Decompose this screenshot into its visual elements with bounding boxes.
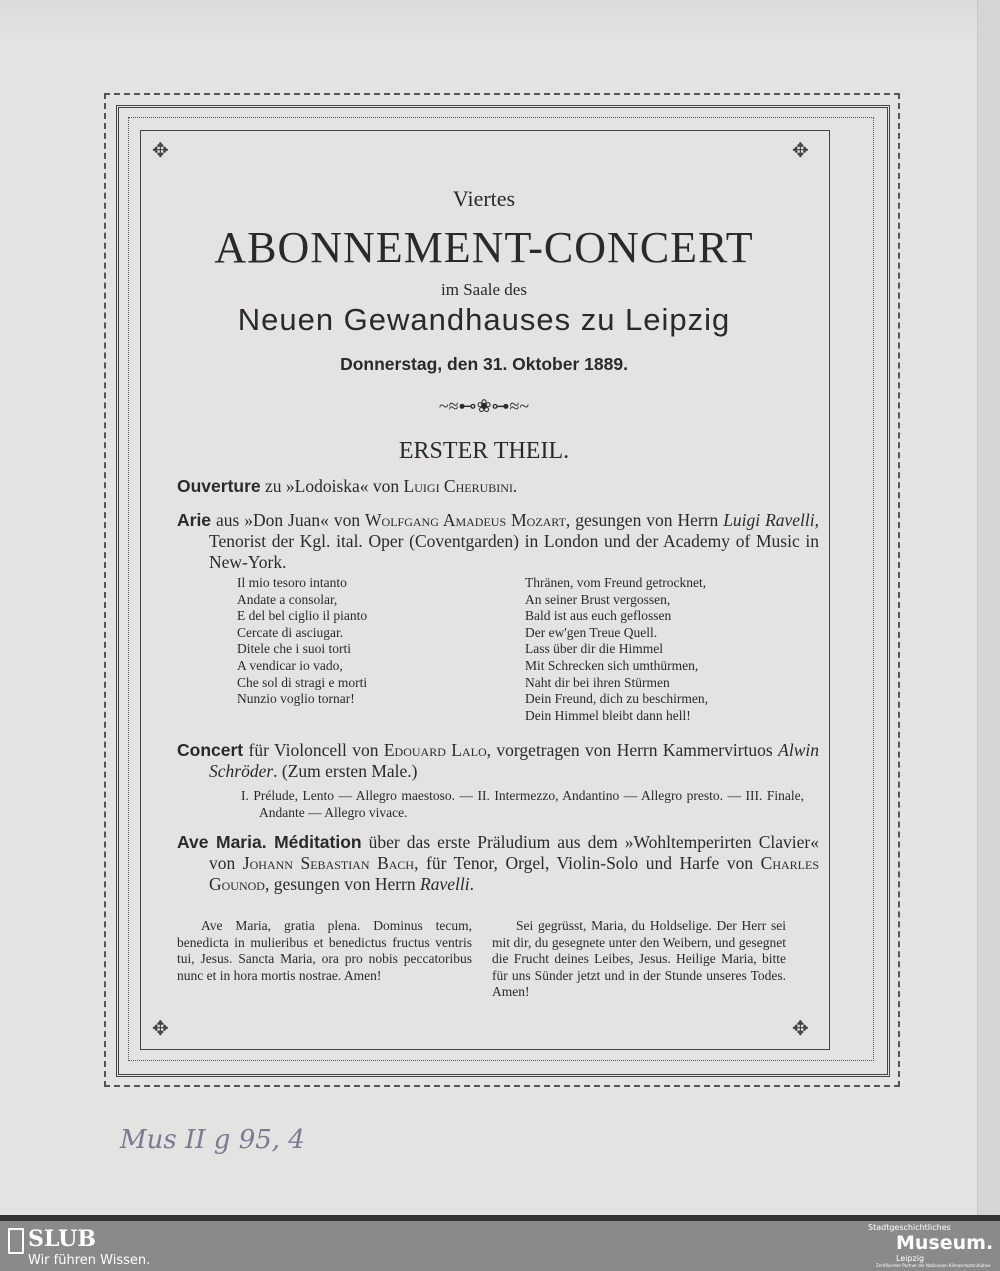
item-text: , gesungen von Herrn (565, 510, 724, 530)
performer: Alwin Schröder (209, 740, 819, 781)
verse-line: An seiner Brust vergossen, (525, 591, 671, 607)
item-title: Concert (177, 740, 244, 760)
composer: Johann Sebastian Bach (242, 853, 415, 873)
corner-ornament-icon: ✥ (152, 140, 169, 162)
ave-german: Sei gegrüsst, Maria, du Holdselige. Der Herr sei mit dir, du gesegnete unter den Weibern, und gesegnet die Frucht deines Leibes, Jesus. Heilige Maria, bitte für uns Sünder jetzt und in der Stunde unseres Todes. Amen! (492, 918, 786, 1000)
item-text: , Tenorist der Kgl. ital. Oper (Coventgarden) in London und der Academy of Music in New-York. (209, 510, 820, 572)
aria-german (525, 575, 708, 724)
item-text: . (Zum ersten Male.) (273, 761, 418, 781)
composer: Wolfgang Amadeus Mozart (365, 510, 566, 530)
verse-line: Thränen, vom Freund getrocknet, (525, 575, 707, 590)
verse-line: Cercate di asciugar. (237, 624, 344, 640)
verse-line: E del bel ciglio il pianto (237, 608, 368, 624)
item-text: für Violoncell von (243, 740, 384, 760)
verse-line: Nunzio voglio tornar! (237, 691, 355, 707)
page-title: ABONNEMENT-CONCERT (214, 223, 754, 272)
program-item (177, 510, 819, 573)
verse-line: Der ew'gen Treue Quell. (525, 624, 658, 640)
movements: I. Prélude, Lento — Allegro maestoso. — II. Intermezzo, Andantino — Allegro presto. — III. Finale, Andante — Allegro vivace. (241, 788, 804, 820)
footer-top-strip (0, 1215, 1000, 1221)
item-text: , für Tenor, Orgel, Violin-Solo und Harfe von (414, 853, 761, 873)
item-title: Ouverture (177, 476, 261, 496)
program-item (177, 476, 787, 497)
program-item (177, 740, 819, 782)
composer: Charles Gounod (209, 853, 820, 894)
composer: Luigi Cherubini. (403, 476, 518, 496)
partner-note: Zertifizierter Partner der Nationalen Klimaschutzinitiative (876, 1263, 991, 1268)
museum-logo[interactable]: Museum. (896, 1232, 994, 1254)
item-text: zu »Lodoiska« von (260, 476, 404, 496)
verse-line: A vendicar io vado, (237, 657, 343, 673)
divider-ornament-icon: ~≈⊷❀⊶≈~ (438, 396, 530, 416)
performer: Ravelli (420, 874, 470, 894)
item-text: . (469, 874, 474, 894)
verse-line: Naht dir bei ihren Stürmen (525, 674, 670, 690)
program-item (177, 832, 819, 895)
pre-title: Viertes (452, 186, 516, 211)
slub-book-icon (8, 1228, 24, 1254)
verse-line: Dein Himmel bleibt dann hell! (525, 707, 691, 723)
item-text: über das erste Präludium aus dem »Wohltemperirten Clavier« von (209, 832, 819, 873)
performer: Luigi Ravelli (723, 510, 815, 530)
slub-logo[interactable]: SLUB (28, 1226, 96, 1252)
item-title: Arie (177, 510, 212, 530)
subtitle: im Saale des (441, 280, 527, 299)
handwritten-shelfmark: Mus II g 95, 4 (120, 1125, 305, 1155)
composer: Edouard Lalo (383, 740, 487, 760)
verse-line: Che sol di stragi e morti (237, 674, 368, 690)
item-text: aus »Don Juan« von (211, 510, 366, 530)
museum-pre: Stadtgeschichtliches (868, 1223, 951, 1232)
item-title: Ave Maria. Méditation (177, 832, 362, 852)
verse-line: Andate a consolar, (237, 591, 338, 607)
aria-italian (237, 575, 367, 708)
item-text: , gesungen von Herrn (264, 874, 420, 894)
item-text: , vorgetragen von Herrn Kammervirtuos (486, 740, 779, 760)
section-heading: ERSTER THEIL. (398, 438, 570, 464)
venue: Neuen Gewandhauses zu Leipzig (237, 302, 731, 337)
slub-slogan: Wir führen Wissen. (28, 1253, 151, 1268)
date: Donnerstag, den 31. Oktober 1889. (340, 354, 628, 374)
footer-bar (0, 1215, 1000, 1271)
verse-line: Ditele che i suoi torti (237, 641, 351, 657)
verse-line: Il mio tesoro intanto (237, 575, 347, 590)
corner-ornament-icon: ✥ (792, 140, 809, 162)
verse-line: Dein Freund, dich zu beschirmen, (525, 691, 708, 707)
page-top-edge (0, 0, 1000, 40)
ave-latin: Ave Maria, gratia plena. Dominus tecum, benedicta in mulieribus et benedictus fructus ventris tui, Jesus. Sancta Maria, ora pro nobis peccatoribus nunc et in hora mortis nostrae. Amen! (177, 918, 472, 983)
corner-ornament-icon: ✥ (152, 1018, 169, 1040)
museum-city: Leipzig (896, 1254, 925, 1263)
verse-line: Lass über dir die Himmel (525, 641, 663, 657)
verse-line: Mit Schrecken sich umthürmen, (525, 657, 699, 673)
corner-ornament-icon: ✥ (792, 1018, 809, 1040)
verse-line: Bald ist aus euch geflossen (525, 608, 672, 624)
page-right-edge (977, 0, 1000, 1215)
